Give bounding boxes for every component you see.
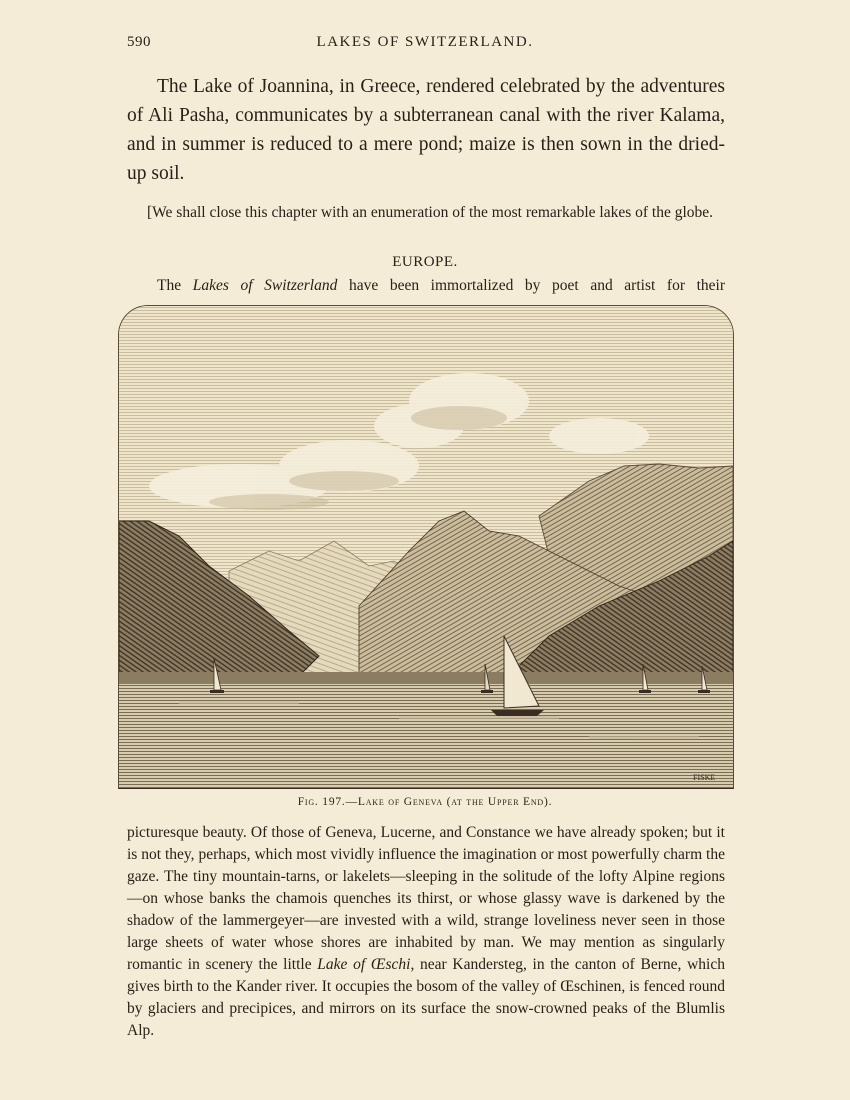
lead-text-after: have been immortalized by poet and artist for their <box>337 277 725 294</box>
intro-paragraph: The Lake of Joannina, in Greece, rendered celebrated by the adventures of Ali Pasha, communicates by a subterranean canal with the river Kalama, and in summer is reduced to a mere pond; maize is then sown in the dried-up soil. <box>127 76 725 184</box>
lead-text-italic: Lakes of Switzerland <box>192 277 338 294</box>
continuation-text-2: , near Kandersteg, in the canton of Berne, which gives birth to the Kander river. It occupies the bosom of the valley of Œschinen, is fenced round by glaciers and precipices, and mirrors on its surface the snow-crowned peaks of the Blumlis Alp. <box>127 956 725 1039</box>
figure-caption: Fig. 197.—Lake of Geneva (at the Upper End). <box>297 796 553 808</box>
lead-line <box>127 275 725 297</box>
section-heading: EUROPE. <box>392 254 458 270</box>
engraver-signature: FISKE <box>693 773 716 782</box>
continuation-text-1: picturesque beauty. Of those of Geneva, Lucerne, and Constance we have already spoken; but it is not they, perhaps, which most vividly influence the imagination or most powerfully charm the gaze. The tiny mountain-tarns, or lakelets—sleeping in the solitude of the lofty Alpine regions—on whose banks the chamois quenches its thirst, or whose glassy wave is darkened by the shadow of the lammergeyer—are invested with a wild, strange loveliness never seen in those large sheets of water whose shores are inhabited by man. We may mention as singularly romantic in scenery the little <box>127 824 725 973</box>
running-head: LAKES OF SWITZERLAND. <box>316 34 534 50</box>
page-number: 590 <box>127 34 151 50</box>
figure-engraving <box>118 305 734 789</box>
editor-note: [We shall close this chapter with an enumeration of the most remarkable lakes of the globe. <box>147 204 714 221</box>
continuation-paragraph <box>127 822 725 1042</box>
continuation-italic: Lake of Œschi <box>317 956 411 973</box>
lead-text-before: The <box>157 277 193 294</box>
shoreline <box>119 672 733 686</box>
